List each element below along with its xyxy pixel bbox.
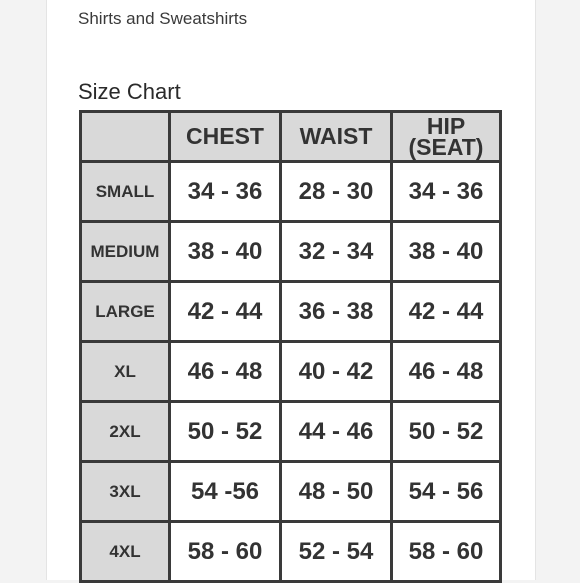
page-title: Size Chart (78, 79, 181, 104)
table-row (81, 522, 501, 582)
chest-cell: 46 - 48 (170, 342, 281, 402)
chest-cell: 38 - 40 (170, 222, 281, 282)
hip-cell: 54 - 56 (392, 462, 501, 522)
hip-cell: 38 - 40 (392, 222, 501, 282)
size-label-cell: XL (81, 342, 170, 402)
table-row (81, 162, 501, 222)
size-label-cell: MEDIUM (81, 222, 170, 282)
chest-cell: 50 - 52 (170, 402, 281, 462)
table-header-row (81, 112, 501, 162)
size-label-cell: 4XL (81, 522, 170, 582)
chest-cell: 58 - 60 (170, 522, 281, 582)
size-chart-table (79, 110, 502, 583)
table-corner-cell (81, 112, 170, 162)
size-label-cell: 3XL (81, 462, 170, 522)
chest-cell: 54 -56 (170, 462, 281, 522)
table-row (81, 402, 501, 462)
column-header-chest: CHEST (170, 112, 281, 162)
waist-cell: 28 - 30 (281, 162, 392, 222)
waist-cell: 40 - 42 (281, 342, 392, 402)
table-row (81, 342, 501, 402)
waist-cell: 52 - 54 (281, 522, 392, 582)
column-header-hip-label: HIP (SEAT) (408, 112, 484, 160)
size-label-cell: 2XL (81, 402, 170, 462)
table-row (81, 462, 501, 522)
product-category: Shirts and Sweatshirts (78, 9, 248, 28)
hip-cell: 46 - 48 (392, 342, 501, 402)
waist-cell: 44 - 46 (281, 402, 392, 462)
column-header-hip (392, 112, 501, 162)
hip-cell: 50 - 52 (392, 402, 501, 462)
chest-cell: 34 - 36 (170, 162, 281, 222)
column-header-waist: WAIST (281, 112, 392, 162)
hip-cell: 42 - 44 (392, 282, 501, 342)
chest-cell: 42 - 44 (170, 282, 281, 342)
waist-cell: 48 - 50 (281, 462, 392, 522)
waist-cell: 36 - 38 (281, 282, 392, 342)
hip-cell: 34 - 36 (392, 162, 501, 222)
table-row (81, 222, 501, 282)
document-page (46, 0, 536, 580)
size-label-cell: LARGE (81, 282, 170, 342)
size-label-cell: SMALL (81, 162, 170, 222)
waist-cell: 32 - 34 (281, 222, 392, 282)
table-row (81, 282, 501, 342)
hip-cell: 58 - 60 (392, 522, 501, 582)
